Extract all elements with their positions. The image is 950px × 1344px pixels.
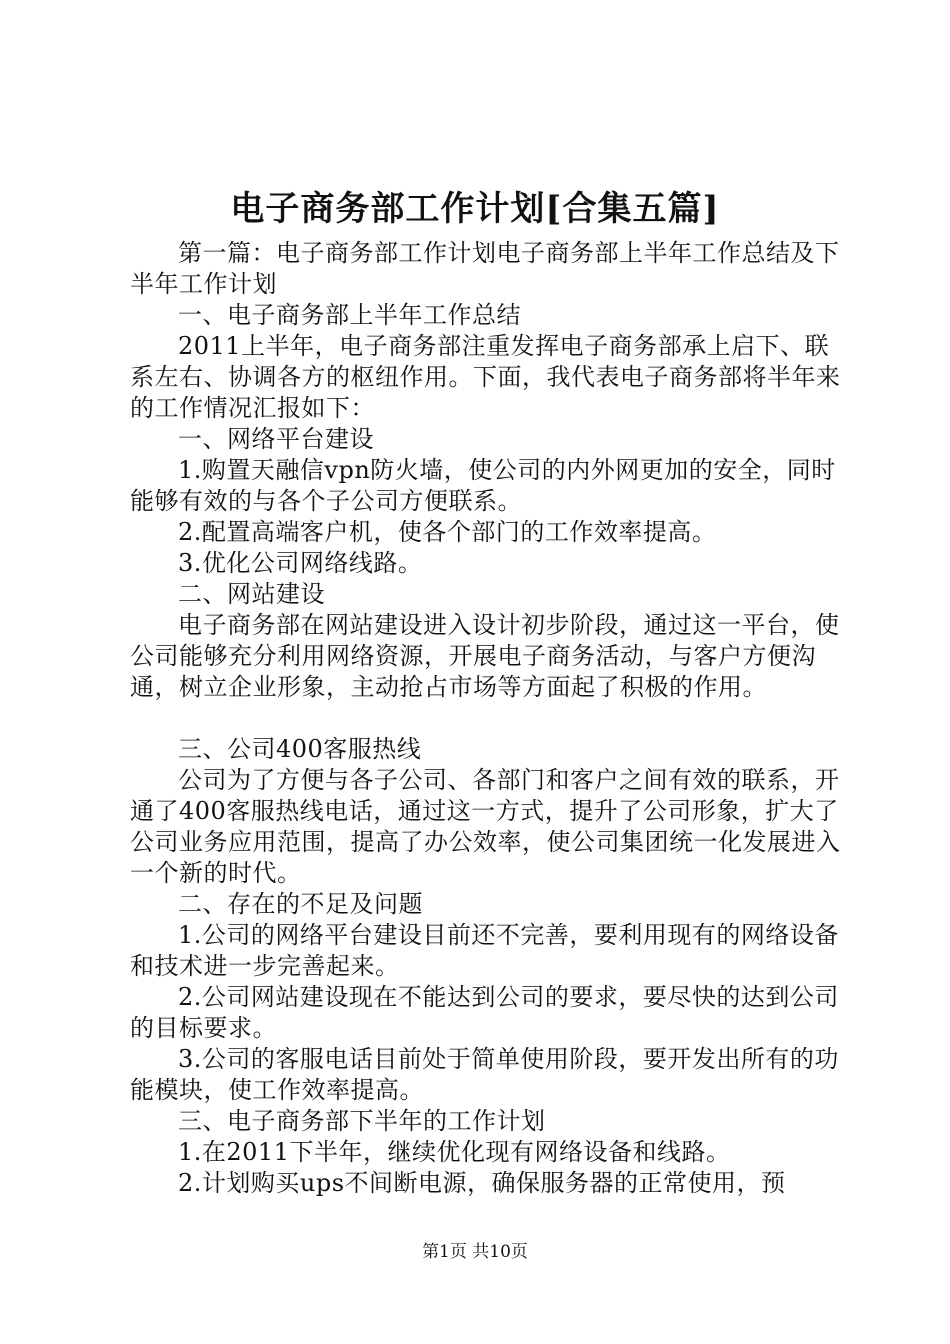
list-item-network-3: 3.优化公司网络线路。 <box>178 549 423 577</box>
list-item-plan-1: 1.在2011下半年，继续优化现有网络设备和线路。 <box>178 1138 731 1166</box>
list-item-network-2: 2.配置高端客户机，使各个部门的工作效率提高。 <box>178 518 717 546</box>
heading-network-platform: 一、网络平台建设 <box>178 425 374 453</box>
heading-problems: 二、存在的不足及问题 <box>178 890 423 918</box>
list-item-plan-2: 2.计划购买ups不间断电源，确保服务器的正常使用，预 <box>178 1169 786 1197</box>
document-title: 电子商务部工作计划[合集五篇] <box>230 189 720 229</box>
heading-website: 二、网站建设 <box>178 580 325 608</box>
list-item-problem-3: 3.公司的客服电话目前处于简单使用阶段，要开发出所有的功能模块，使工作效率提高。 <box>130 1045 839 1104</box>
page-footer: 第1页 共10页 <box>422 1242 528 1262</box>
paragraph-hotline: 公司为了方便与各子公司、各部门和客户之间有效的联系，开通了400客服热线电话，通过这一方式，提升了公司形象，扩大了公司业务应用范围，提高了办公效率，使公司集团统一化发展进入一个新的时代。 <box>130 766 841 887</box>
document-body <box>130 238 842 1199</box>
list-item-problem-1: 1.公司的网络平台建设目前还不完善，要利用现有的网络设备和技术进一步完善起来。 <box>130 921 839 980</box>
heading-hotline: 三、公司400客服热线 <box>178 735 422 763</box>
paragraph-website: 电子商务部在网站建设进入设计初步阶段，通过这一平台，使公司能够充分利用网络资源，开展电子商务活动，与客户方便沟通，树立企业形象，主动抢占市场等方面起了积极的作用。 <box>130 611 840 701</box>
list-item-problem-2: 2.公司网站建设现在不能达到公司的要求，要尽快的达到公司的目标要求。 <box>130 983 839 1042</box>
paragraph-1: 第一篇：电子商务部工作计划电子商务部上半年工作总结及下半年工作计划 <box>130 239 840 298</box>
blank-line <box>130 703 842 734</box>
paragraph-overview: 2011上半年，电子商务部注重发挥电子商务部承上启下、联系左右、协调各方的枢纽作用。下面，我代表电子商务部将半年来的工作情况汇报如下： <box>130 332 841 422</box>
heading-first-half-summary: 一、电子商务部上半年工作总结 <box>178 301 521 329</box>
list-item-network-1: 1.购置天融信vpn防火墙，使公司的内外网更加的安全，同时能够有效的与各个子公司方便联系。 <box>130 456 836 515</box>
heading-second-half-plan: 三、电子商务部下半年的工作计划 <box>178 1107 546 1135</box>
